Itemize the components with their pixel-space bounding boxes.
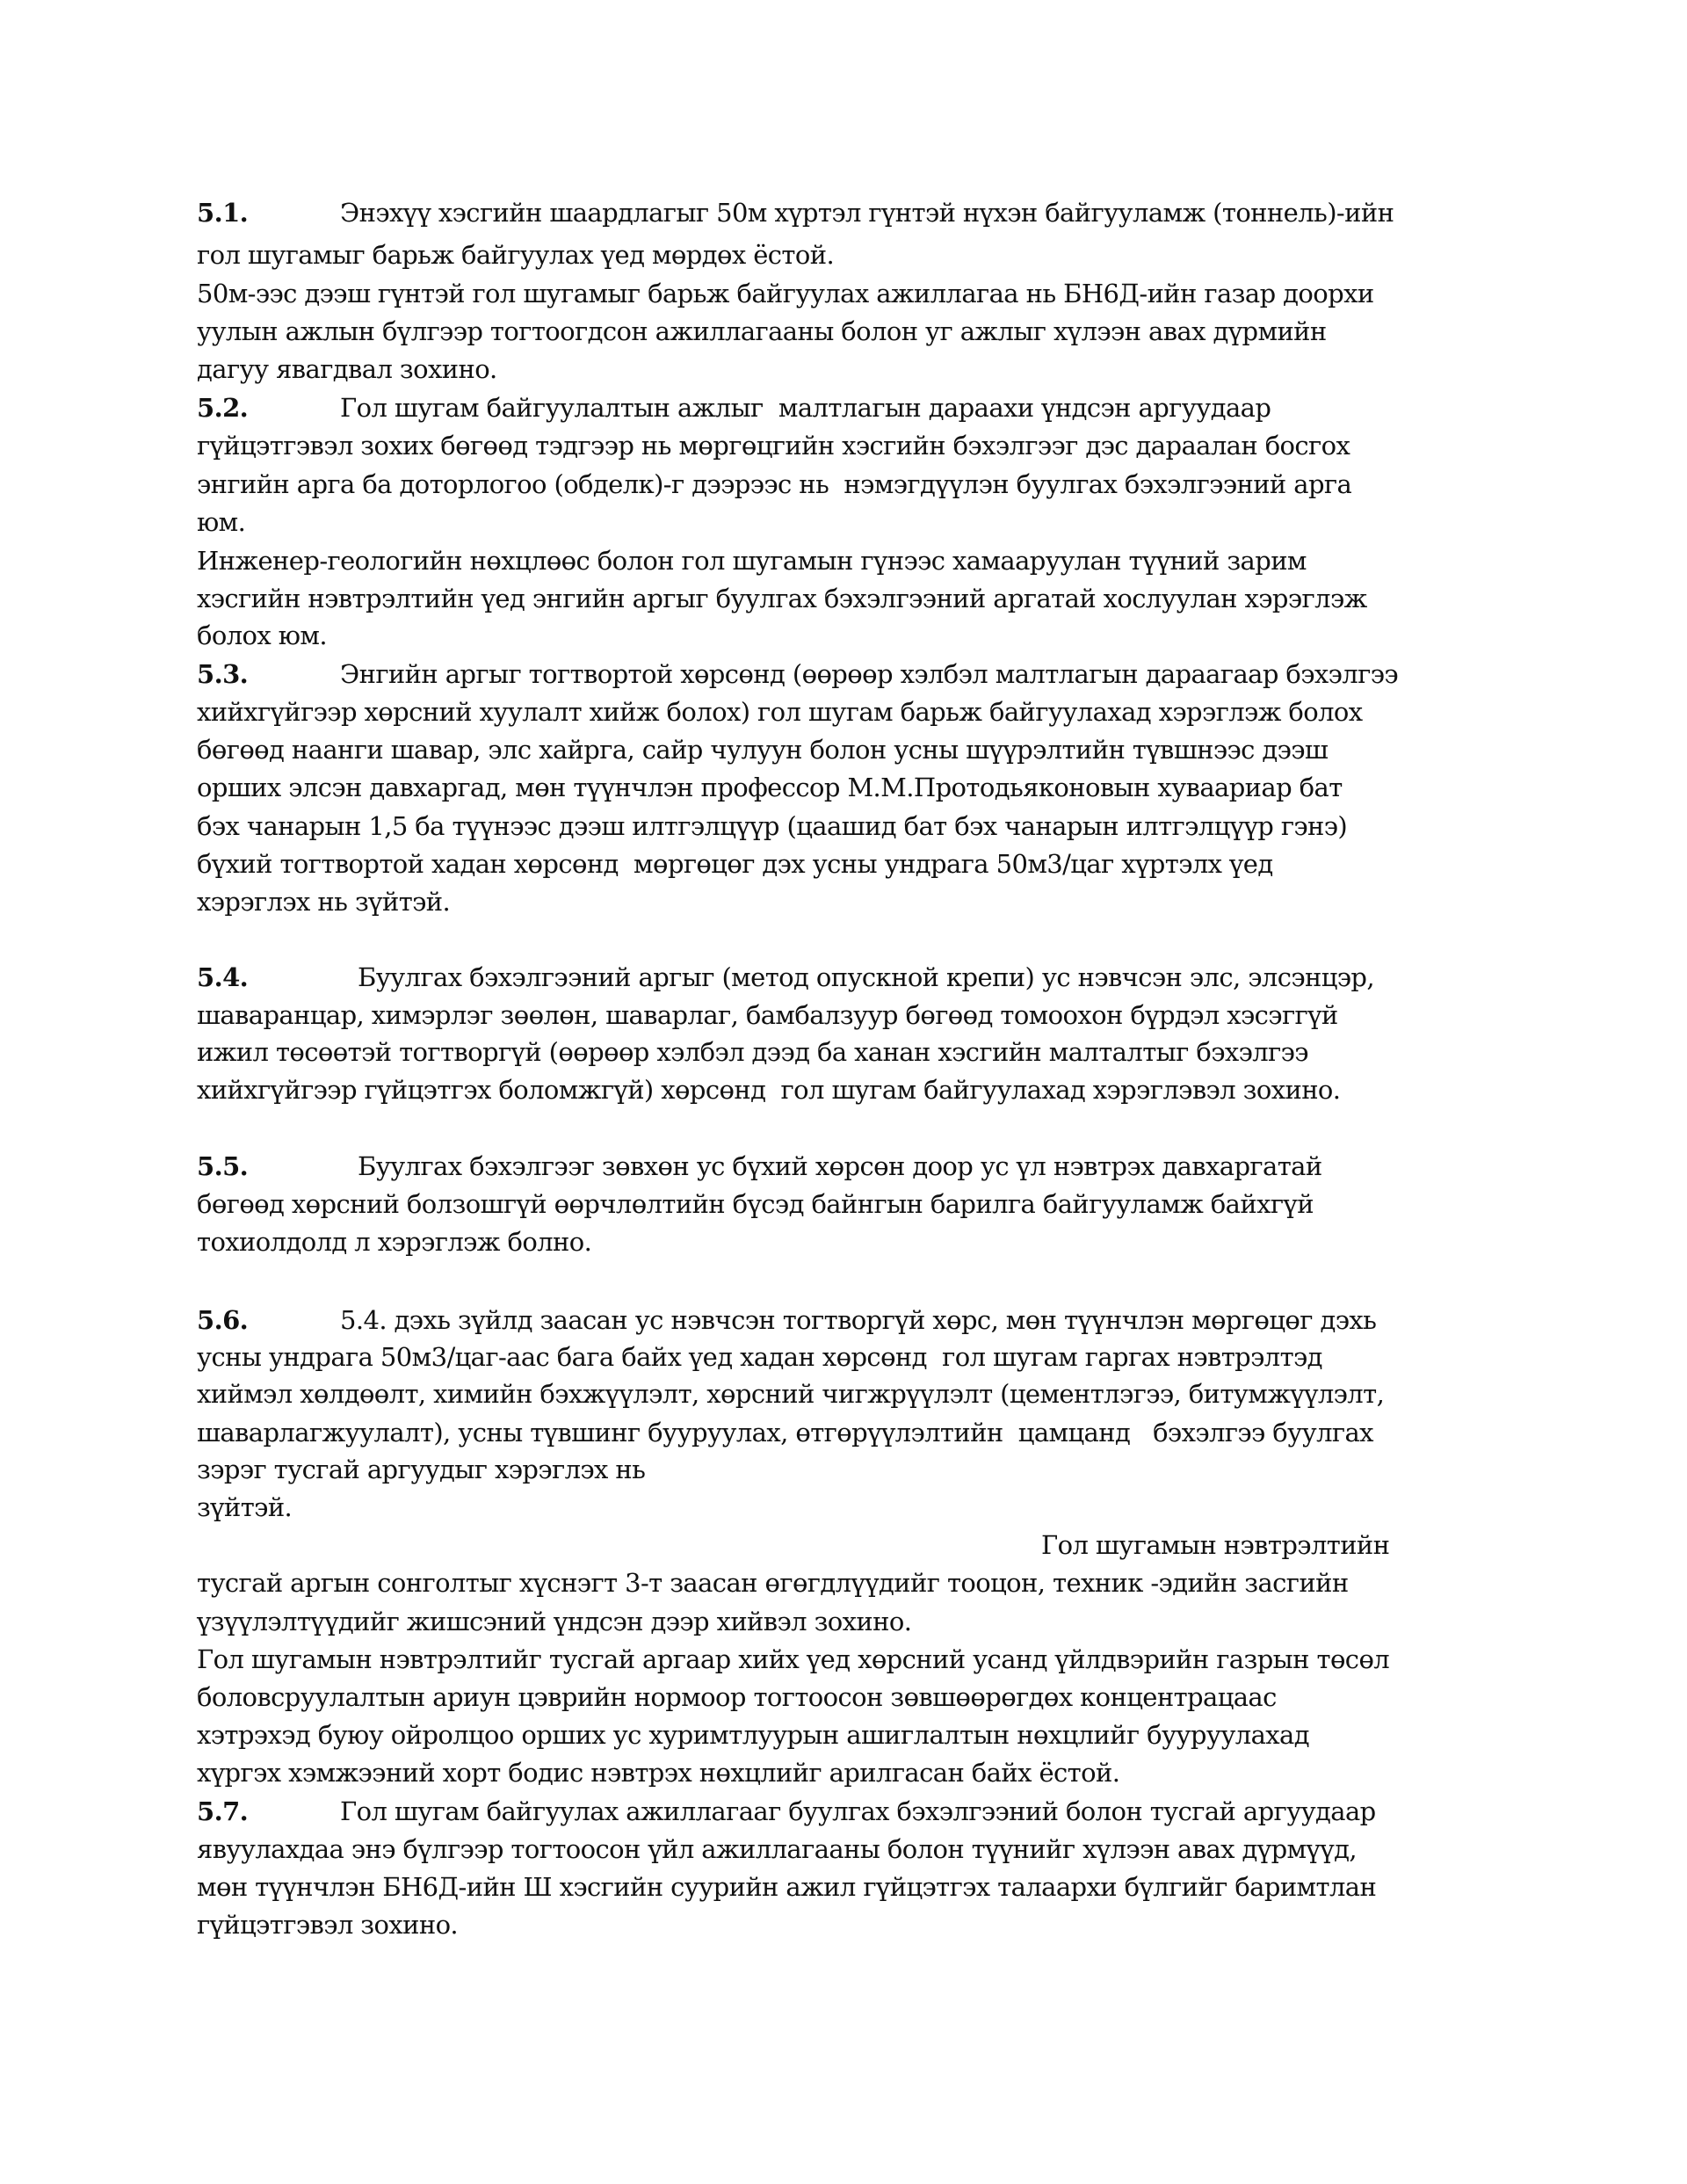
section-line: бэх чанарын 1,5 ба түүнээс дээш илтгэлцүүр (цаашид бат бэх чанарын илтгэлцүүр гэнэ) (197, 811, 1348, 841)
section-line: хийхгүйгээр гүйцэтгэх боломжгүй) хөрсөнд гол шугам байгуулахад хэрэглэвэл зохино. (197, 1075, 1341, 1105)
section-line: үзүүлэлтүүдийг жишсэний үндсэн дээр хийвэл зохино. (197, 1607, 912, 1636)
section-line: орших элсэн давхаргад, мөн түүнчлэн профессор М.М.Протодьяконовын хуваариар бат (197, 773, 1343, 802)
section-line: 5.2. Гол шугам байгуулалтын ажлыг малтлагын дараахи үндсэн аргуудаар (197, 393, 1271, 423)
section-line: Гол шугамын нэвтрэлтийг тусгай аргаар хийх үед хөрсний усанд үйлдвэрийн газрын төсөл (197, 1644, 1390, 1674)
section-line: 5.1. Энэхүү хэсгийн шаардлагыг 50м хүртэл гүнтэй нүхэн байгууламж (тоннель)-ийн (197, 198, 1394, 228)
section-line: явуулахдаа энэ бүлгээр тогтоосон үйл ажиллагааны болон түүнийг хүлээн авах дүрмүүд, (197, 1834, 1357, 1864)
section-number: 5.4. (197, 962, 249, 992)
section-line: тусгай аргын сонголтыг хүснэгт 3-т заасан өгөгдлүүдийг тооцон, техник -эдийн засгийн (197, 1568, 1349, 1598)
section-line: шаварлагжуулалт), усны түвшинг бууруулах, өтгөрүүлэлтийн цамцанд бэхэлгээ буулгах (197, 1418, 1373, 1448)
section-line: 5.6. 5.4. дэхь зүйлд заасан ус нэвчсэн тогтворгүй хөрс, мөн түүнчлэн мөргөцөг дэхь (197, 1305, 1377, 1335)
section-line: 5.7. Гол шугам байгуулах ажиллагааг буулгах бэхэлгээний болон тусгай аргуудаар (197, 1796, 1376, 1826)
section-line: зүйтэй. (197, 1492, 293, 1522)
section-line: хэтрэхэд буюу ойролцоо орших ус хуримтлуурын ашиглалтын нөхцлийг бууруулахад (197, 1720, 1309, 1750)
section-line: ижил төсөөтэй тогтворгүй (өөрөөр хэлбэл дээд ба ханан хэсгийн малталтыг бэхэлгээ (197, 1037, 1308, 1067)
section-line: Инженер-геологийн нөхцлөөс болон гол шугамын гүнээс хамааруулан түүний зарим (197, 546, 1307, 576)
section-line: Гол шугамын нэвтрэлтийн (1041, 1530, 1390, 1560)
section-line: гүйцэтгэвэл зохино. (197, 1910, 459, 1940)
section-line: 5.5. Буулгах бэхэлгээг зөвхөн ус бүхий хөрсөн доор ус үл нэвтрэх давхаргатай (197, 1151, 1322, 1181)
section-line: 5.4. Буулгах бэхэлгээний аргыг (метод опускной крепи) ус нэвчсэн элс, элсэнцэр, (197, 962, 1374, 992)
section-number: 5.6. (197, 1305, 249, 1335)
section-line: тохиолдолд л хэрэглэж болно. (197, 1227, 592, 1257)
section-number: 5.3. (197, 659, 249, 689)
section-line: юм. (197, 507, 246, 537)
section-line: бөгөөд хөрсний болзошгүй өөрчлөлтийн бүсэд байнгын барилга байгууламж байхгүй (197, 1189, 1314, 1219)
section-line: хэрэглэх нь зүйтэй. (197, 887, 451, 917)
section-line: 5.3. Энгийн аргыг тогтвортой хөрсөнд (өөрөөр хэлбэл малтлагын дараагаар бэхэлгээ (197, 659, 1399, 689)
section-line: энгийн арга ба доторлогоо (обделк)-г дээрээс нь нэмэгдүүлэн буулгах бэхэлгээний арга (197, 469, 1352, 499)
section-line: дагуу явагдвал зохино. (197, 354, 497, 384)
section-line: хэсгийн нэвтрэлтийн үед энгийн аргыг буулгах бэхэлгээний аргатай хослуулан хэрэглэж (197, 584, 1367, 613)
section-line: 50м-ээс дээш гүнтэй гол шугамыг барьж байгуулах ажиллагаа нь БН6Д-ийн газар доорхи (197, 279, 1374, 308)
section-number: 5.1. (197, 198, 249, 228)
section-line: хиймэл хөлдөөлт, химийн бэхжүүлэлт, хөрсний чигжрүүлэлт (цементлэгээ, битумжүүлэлт, (197, 1379, 1385, 1409)
section-line: мөн түүнчлэн БН6Д-ийн Ш хэсгийн суурийн ажил гүйцэтгэх талаархи бүлгийг баримтлан (197, 1872, 1377, 1902)
section-line: боловсруулалтын ариун цэврийн нормоор тогтоосон зөвшөөрөгдөх концентрацаас (197, 1682, 1277, 1712)
section-number: 5.7. (197, 1796, 249, 1826)
section-line: бөгөөд наанги шавар, элс хайрга, сайр чулуун болон усны шүүрэлтийн түвшнээс дээш (197, 735, 1329, 765)
section-line: уулын ажлын бүлгээр тогтоогдсон ажиллагааны болон уг ажлыг хүлээн авах дүрмийн (197, 316, 1327, 346)
section-line: хийхгүйгээр хөрсний хуулалт хийж болох) гол шугам барьж байгуулахад хэрэглэж болох (197, 697, 1363, 727)
section-line: хүргэх хэмжээний хорт бодис нэвтрэх нөхцлийг арилгасан байх ёстой. (197, 1758, 1120, 1788)
section-line: усны ундрага 50м3/цаг-аас бага байх үед хадан хөрсөнд гол шугам гаргах нэвтрэлтэд (197, 1342, 1322, 1372)
section-line: бүхий тогтвортой хадан хөрсөнд мөргөцөг дэх усны ундрага 50м3/цаг хүртэлх үед (197, 849, 1273, 879)
section-line: гүйцэтгэвэл зохих бөгөөд тэдгээр нь мөргөцгийн хэсгийн бэхэлгээг дэс дараалан босгох (197, 431, 1350, 461)
section-line: гол шугамыг барьж байгуулах үед мөрдөх ёстой. (197, 240, 835, 270)
section-number: 5.5. (197, 1151, 249, 1181)
section-number: 5.2. (197, 393, 249, 423)
section-line: зэрэг тусгай аргуудыг хэрэглэх нь (197, 1455, 646, 1484)
section-line: болох юм. (197, 620, 327, 650)
section-line: шаваранцар, химэрлэг зөөлөн, шаварлаг, бамбалзуур бөгөөд томоохон бүрдэл хэсэггүй (197, 1000, 1338, 1030)
